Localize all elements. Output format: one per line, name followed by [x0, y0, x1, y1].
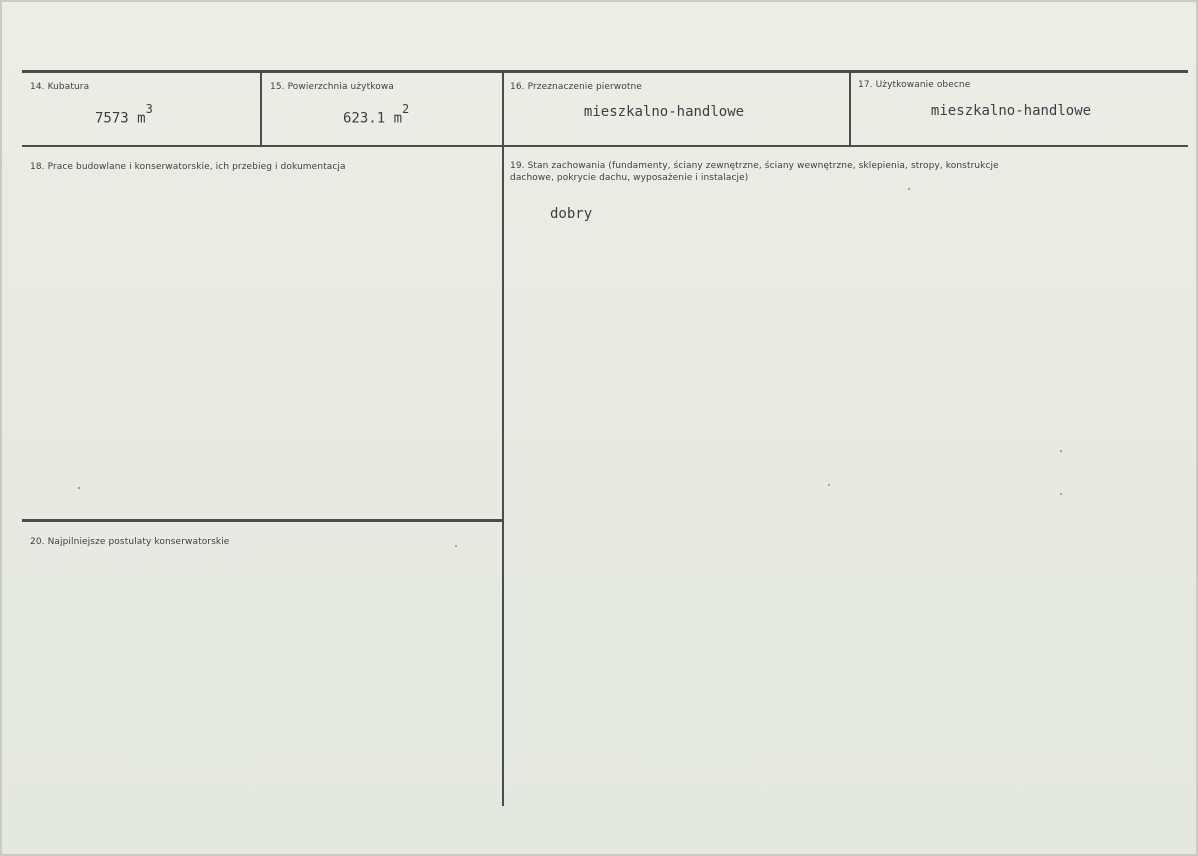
paper-speck	[828, 484, 830, 486]
header-bottom-rule	[22, 145, 1188, 147]
field-16-value: mieszkalno-handlowe	[583, 104, 745, 120]
field-14-exponent: 3	[145, 102, 153, 116]
top-rule	[22, 70, 1188, 73]
paper-speck	[455, 545, 457, 547]
field-19-value: dobry	[550, 206, 593, 222]
field-20-label: 20. Najpilniejsze postulaty konserwatorskie	[30, 537, 230, 547]
field-14-number: 7573	[95, 110, 129, 127]
field-15-exponent: 2	[402, 102, 410, 116]
field-18-label: 18. Prace budowlane i konserwatorskie, ich przebieg i dokumentacja	[30, 162, 346, 172]
section-18-bottom-rule	[22, 519, 503, 522]
field-15-label: 15. Powierzchnia użytkowa	[270, 82, 394, 92]
field-14-value	[95, 102, 153, 127]
field-17-value: mieszkalno-handlowe	[930, 103, 1092, 119]
divider-14-15	[260, 72, 262, 147]
field-19-label: 19. Stan zachowania (fundamenty, ściany zewnętrzne, ściany wewnętrzne, sklepienia, stropy, konstrukcje dachowe, pokrycie dachu, wyposażenie i instalacje)	[510, 161, 999, 183]
paper-speck	[1060, 493, 1062, 495]
paper-speck	[908, 188, 910, 190]
field-14-label: 14. Kubatura	[30, 82, 90, 92]
field-15-value	[343, 102, 410, 127]
field-14-unit: m	[137, 110, 146, 127]
field-17-label: 17. Użytkowanie obecne	[858, 80, 971, 90]
field-15-unit: m	[393, 110, 403, 127]
paper-speck	[1060, 450, 1062, 452]
field-15-number: 623.1	[343, 110, 386, 127]
paper-speck	[78, 487, 80, 489]
divider-15-16	[502, 72, 504, 806]
field-16-label: 16. Przeznaczenie pierwotne	[510, 82, 642, 92]
